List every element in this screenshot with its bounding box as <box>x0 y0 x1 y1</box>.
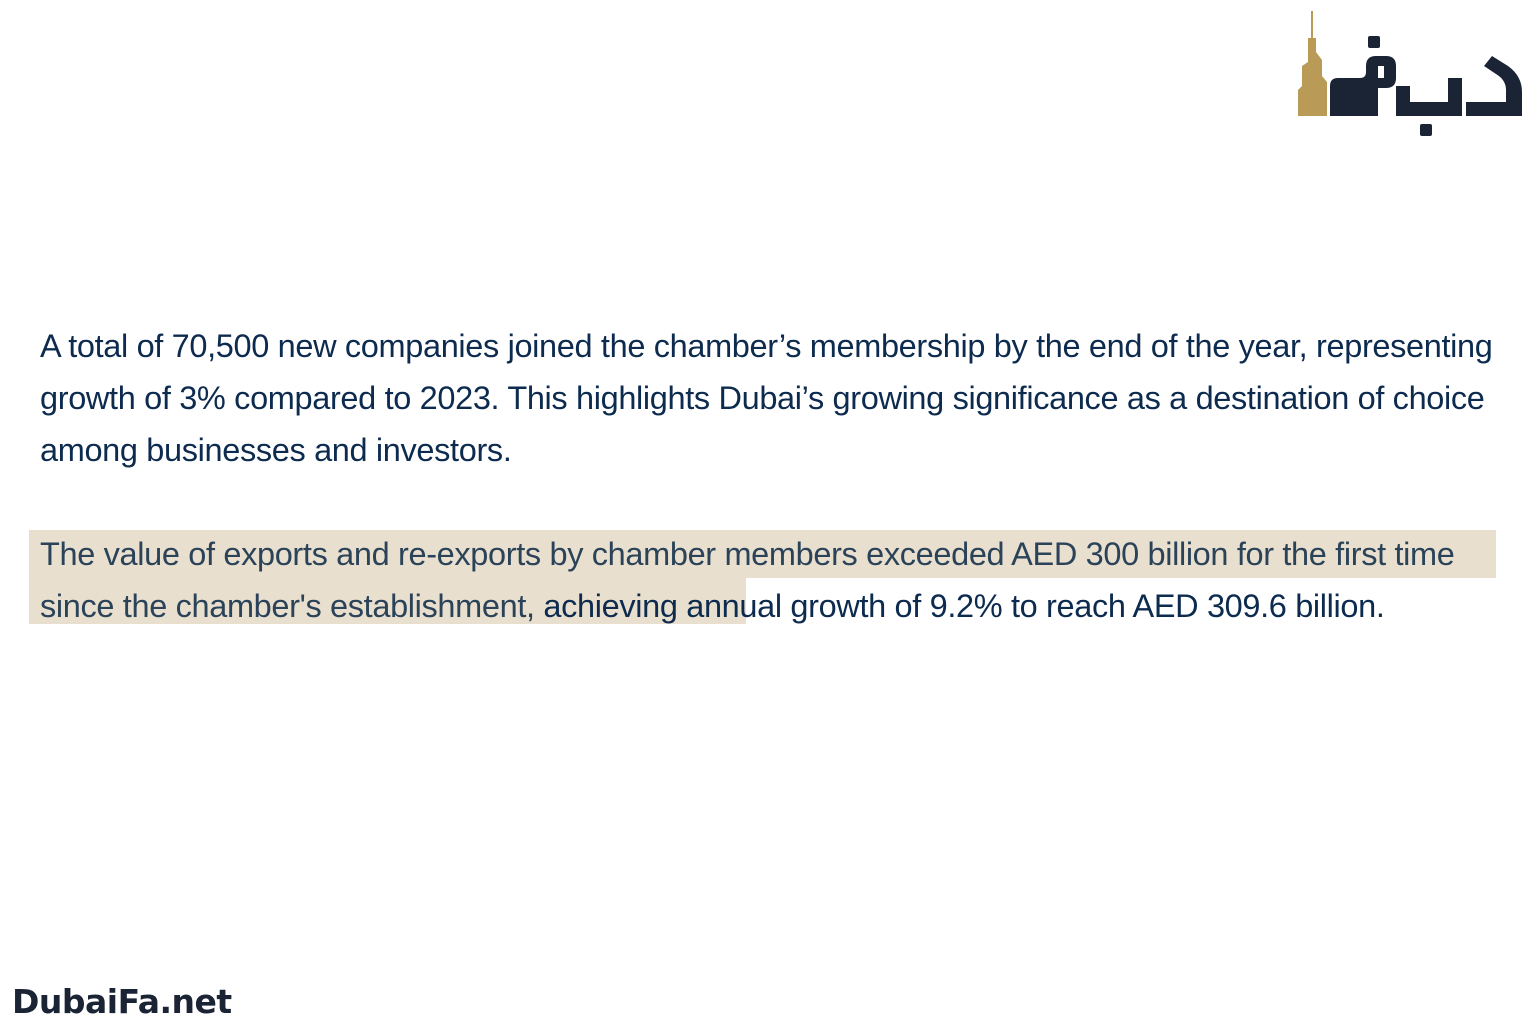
burj-tower-logo-icon <box>1298 8 1528 166</box>
exports-growth-sentence: achieving annual growth of 9.2% to reach AED 309.6 billion. <box>534 588 1385 624</box>
dubaifa-logo <box>1298 8 1528 166</box>
highlighted-sentence: The value of exports and re-exports by chamber members exceeded AED 300 billion for the first time since the chamber's establishment, <box>40 536 1455 624</box>
paragraph-membership-growth: A total of 70,500 new companies joined the chamber’s membership by the end of the year, representing growth of 3% compared to 2023. This highlights Dubai’s growing significance as a destination of choice among businesses and investors. <box>40 328 1493 468</box>
site-domain-watermark: DubaiFa.net <box>12 982 232 1021</box>
